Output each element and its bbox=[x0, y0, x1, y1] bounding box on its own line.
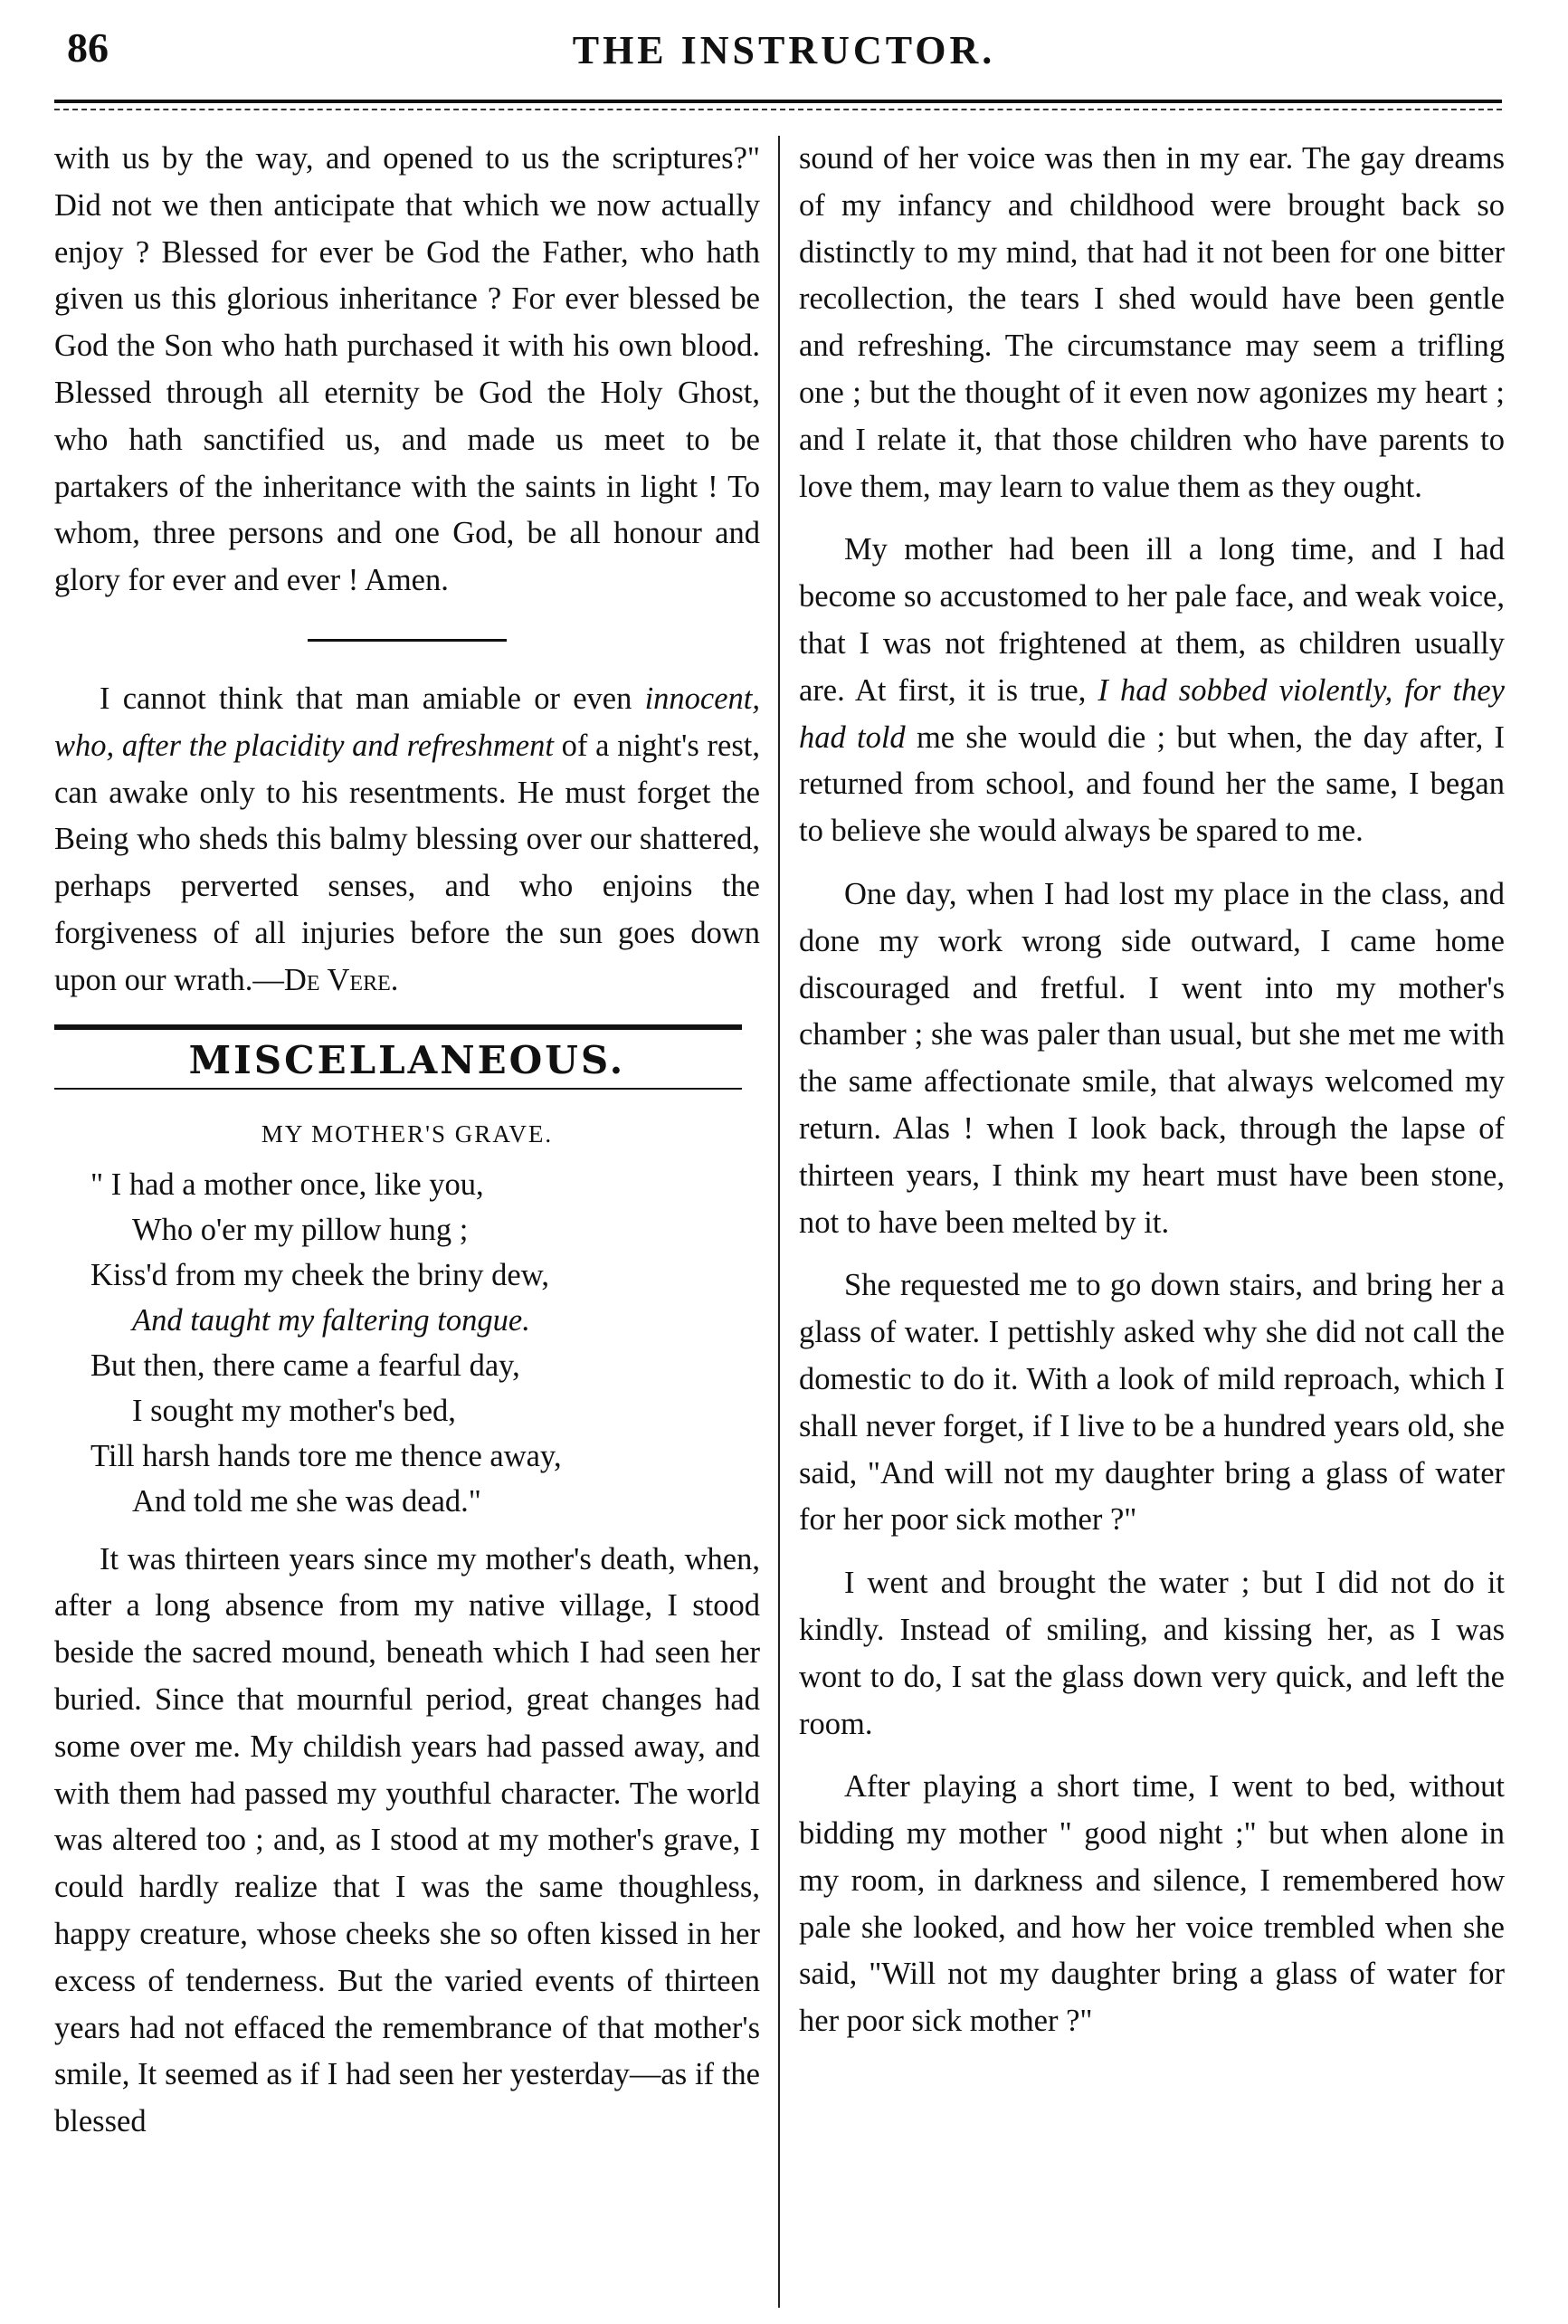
left-column bbox=[54, 136, 760, 2146]
poem-line: Till harsh hands tore me thence away, bbox=[90, 1438, 562, 1473]
section-rule-thick bbox=[54, 1024, 742, 1030]
poem-line: But then, there came a fearful day, bbox=[90, 1348, 520, 1383]
rp2-italic: I had sobbed violently, for they had told bbox=[799, 672, 1505, 755]
p2-text-a: I cannot think that man amiable or even bbox=[100, 681, 645, 716]
rp2-text-c: me she would die ; but when, the day after, I returned from school, and found her the same, I began to believe she would always be spared to me. bbox=[799, 719, 1505, 849]
left-paragraph-1: with us by the way, and opened to us the scriptures?" Did not we then anticipate that which we now actually enjoy ? Blessed for ever be God the Father, who hath given us this glorious inheritance ? For ever blessed be God the Son who hath purchased it with his own blood. Blessed through all eternity be God the Holy Ghost, who hath sanctified us, and made us meet to be partakers of the inheritance with the saints in light ! To whom, three persons and one God, be all honour and glory for ever and ever ! Amen. bbox=[54, 141, 760, 598]
header-rule-dashed bbox=[54, 109, 1502, 110]
p2-text-c: of a night's rest, can awake only to his resentments. He must forget the Being who sheds this balmy blessing over our shattered, perhaps perverted senses, and who enjoins the forgiveness of all injuries before the sun goes down upon our wrath.— bbox=[54, 728, 760, 997]
poem-line: I sought my mother's bed, bbox=[132, 1393, 456, 1428]
left-paragraph-2 bbox=[54, 676, 760, 1005]
poem-line: Who o'er my pillow hung ; bbox=[132, 1212, 469, 1247]
poem-line: Kiss'd from my cheek the briny dew, bbox=[90, 1257, 549, 1292]
column-divider bbox=[778, 136, 780, 2308]
poem-line bbox=[54, 1298, 760, 1343]
right-paragraph-2 bbox=[799, 527, 1505, 855]
p2-italic: innocent, who, after the placidity and refreshment bbox=[54, 681, 760, 763]
poem-line: And told me she was dead." bbox=[132, 1483, 481, 1519]
right-paragraph-3: One day, when I had lost my place in the class, and done my work wrong side outward, I came home discouraged and fretful. I went into my mother's chamber ; she was paler than usual, but she met me with the same affectionate smile, that always welcomed my return. Alas ! when I look back, through the lapse of thirteen years, I think my heart must have been stone, not to have been melted by it. bbox=[799, 876, 1505, 1240]
right-paragraph-4: She requested me to go down stairs, and bring her a glass of water. I pettishly asked why she did not call the domestic to do it. With a look of mild reproach, which I shall never forget, if I live to be a hundred years old, she said, "And will not my daughter bring a glass of water for her poor sick mother ?" bbox=[799, 1268, 1505, 1538]
header-rule bbox=[54, 100, 1502, 103]
poem bbox=[54, 1162, 760, 1524]
running-title: THE INSTRUCTOR. bbox=[572, 28, 996, 72]
rp2-text-a: My mother had been ill a long time, and I had become so accustomed to her pale face, and weak voice, that I was not frightened at them, as children usually are. At first, it is true, bbox=[799, 532, 1505, 708]
left-paragraph-3: It was thirteen years since my mother's death, when, after a long absence from my native village, I stood beside the sacred mound, beneath which I had seen her buried. Since that mournful period, great changes had some over me. My childish years had passed away, and with them had passed my youthful character. The world was altered too ; and, as I stood at my mother's grave, I could hardly realize that I was the same thoughless, happy creature, whose cheeks she so often kissed in her excess of tenderness. But the varied events of thirteen years had not effaced the remembrance of that mother's smile, It seemed as if I had seen her yesterday—as if the blessed bbox=[54, 1541, 760, 2139]
right-paragraph-6: After playing a short time, I went to bed, without bidding my mother " good night ;" but when alone in my room, in darkness and silence, I remembered how pale she looked, and how her voice trembled when she said, "Will not my daughter bring a glass of water for her poor sick mother ?" bbox=[799, 1769, 1505, 2039]
poem-line: " I had a mother once, like you, bbox=[90, 1167, 484, 1202]
poem-line-italic: And taught my faltering tongue. bbox=[132, 1302, 530, 1338]
section-rule-thin bbox=[54, 1088, 742, 1090]
page-number: 86 bbox=[67, 24, 109, 71]
page-header bbox=[0, 0, 1568, 100]
right-paragraph-5: I went and brought the water ; but I did not do it kindly. Instead of smiling, and kissing her, as I was wont to do, I sat the glass down very quick, and left the room. bbox=[799, 1566, 1505, 1741]
section-heading: MISCELLANEOUS. bbox=[188, 1037, 626, 1082]
right-paragraph-1: sound of her voice was then in my ear. The gay dreams of my infancy and childhood were brought back so distinctly to my mind, that had it not been for one bitter recollection, the tears I shed would have been gentle and refreshing. The circumstance may seem a trifling one ; but the thought of it even now agonizes my heart ; and I relate it, that those children who have parents to love them, may learn to value them as they ought. bbox=[799, 141, 1505, 504]
poem-title: MY MOTHER'S GRAVE. bbox=[261, 1119, 554, 1148]
short-divider bbox=[308, 639, 507, 642]
attribution: De Vere. bbox=[283, 962, 399, 997]
right-column bbox=[799, 136, 1505, 2045]
